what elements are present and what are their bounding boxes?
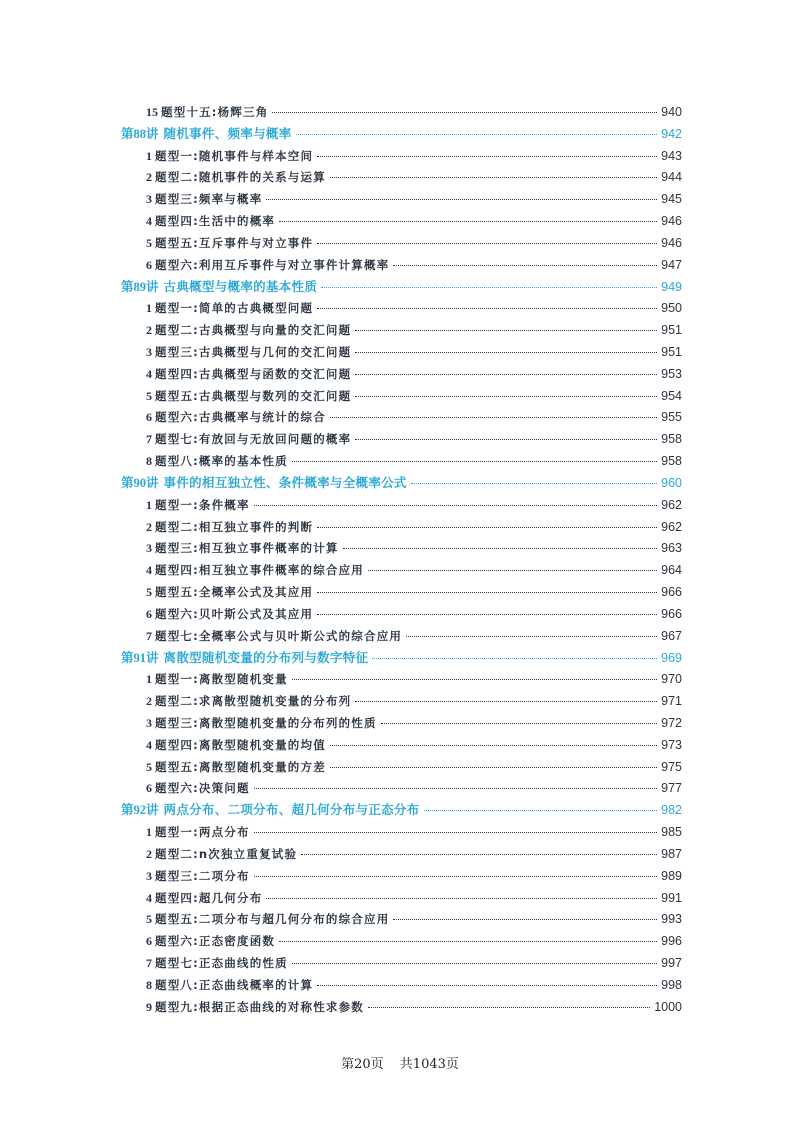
dot-leader [330, 177, 657, 178]
dot-leader [411, 483, 657, 484]
toc-chapter-row[interactable] [121, 648, 682, 668]
dot-leader [406, 636, 657, 637]
toc-item-row[interactable] [146, 298, 682, 318]
chapter-number: 第91讲 [121, 650, 159, 665]
dot-leader [317, 985, 657, 986]
item-title: 题型三:离散型随机变量的分布列的性质 [155, 715, 377, 730]
page-number: 972 [661, 715, 682, 730]
page-number: 977 [661, 781, 682, 796]
dot-leader [301, 854, 657, 855]
dot-leader [254, 505, 657, 506]
item-title: 题型一:两点分布 [155, 825, 250, 840]
item-number: 5 [146, 759, 152, 774]
item-title: 题型五:离散型随机变量的方差 [155, 759, 326, 774]
item-title: 题型五:全概率公式及其应用 [155, 585, 314, 600]
item-title: 题型二:求离散型随机变量的分布列 [155, 694, 352, 709]
item-number: 6 [146, 606, 152, 621]
item-title: 题型八:正态曲线概率的计算 [155, 977, 314, 992]
toc-item-row[interactable] [146, 757, 682, 777]
item-number: 2 [146, 170, 152, 185]
page-number: 993 [661, 912, 682, 927]
dot-leader [355, 701, 657, 702]
toc-item-row[interactable] [146, 255, 682, 275]
item-title: 题型六:利用互斥事件与对立事件计算概率 [155, 257, 390, 272]
item-title: 题型四:超几何分布 [155, 890, 263, 905]
dot-leader [368, 570, 657, 571]
item-number: 6 [146, 781, 152, 796]
page-number: 943 [661, 148, 682, 163]
page-number: 975 [661, 759, 682, 774]
page-number: 945 [661, 192, 682, 207]
page-number: 989 [661, 868, 682, 883]
item-number: 3 [146, 345, 152, 360]
toc-item-row[interactable] [146, 778, 682, 798]
item-number: 1 [146, 825, 152, 840]
item-number: 2 [146, 323, 152, 338]
toc-item-row[interactable] [146, 495, 682, 515]
page-number: 982 [661, 803, 682, 818]
item-number: 7 [146, 628, 152, 643]
dot-leader [317, 243, 657, 244]
item-number: 3 [146, 541, 152, 556]
dot-leader [343, 548, 658, 549]
item-number: 3 [146, 192, 152, 207]
toc-item-row[interactable] [146, 975, 682, 995]
dot-leader [292, 461, 657, 462]
toc-chapter-row[interactable] [121, 800, 682, 820]
item-title: 题型六:贝叶斯公式及其应用 [155, 606, 314, 621]
toc-chapter-row[interactable] [121, 124, 682, 144]
item-title: 题型一:离散型随机变量 [155, 672, 288, 687]
toc-item-row[interactable] [146, 669, 682, 689]
page-footer [0, 1053, 800, 1072]
item-title: 题型四:古典概型与函数的交汇问题 [155, 366, 352, 381]
item-title: 题型三:古典概型与几何的交汇问题 [155, 345, 352, 360]
page-number: 966 [661, 585, 682, 600]
page-number: 964 [661, 563, 682, 578]
page-number: 1000 [654, 999, 682, 1014]
item-title: 题型二:古典概型与向量的交汇问题 [155, 323, 352, 338]
item-number: 6 [146, 410, 152, 425]
toc-item-row[interactable] [146, 997, 682, 1017]
page-number: 962 [661, 519, 682, 534]
chapter-number: 第89讲 [121, 279, 159, 294]
item-title: 题型一:简单的古典概型问题 [155, 301, 314, 316]
page-number: 997 [661, 955, 682, 970]
toc-item-row[interactable] [146, 931, 682, 951]
item-title: 题型二:随机事件的关系与运算 [155, 170, 326, 185]
item-title: 题型三:二项分布 [155, 868, 250, 883]
item-number: 3 [146, 868, 152, 883]
toc-item-row[interactable] [146, 888, 682, 908]
item-number: 4 [146, 737, 152, 752]
item-number: 2 [146, 694, 152, 709]
page-number: 958 [661, 432, 682, 447]
toc-item-row[interactable] [146, 407, 682, 427]
item-number: 5 [146, 585, 152, 600]
toc-item-row[interactable] [146, 626, 682, 646]
item-title: 题型五:二项分布与超几何分布的综合应用 [155, 912, 390, 927]
toc-item-row[interactable] [146, 582, 682, 602]
toc-item-row[interactable] [146, 102, 682, 122]
current-page-label: 第20页 [341, 1057, 384, 1072]
toc-item-row[interactable] [146, 713, 682, 733]
toc-item-row[interactable] [146, 604, 682, 624]
dot-leader [355, 352, 657, 353]
toc-item-row[interactable] [146, 909, 682, 929]
dot-leader [272, 112, 657, 113]
item-title: 题型八:概率的基本性质 [155, 454, 288, 469]
dot-leader [279, 941, 657, 942]
page-number: 985 [661, 825, 682, 840]
item-number: 3 [146, 715, 152, 730]
toc-item-row[interactable] [146, 233, 682, 253]
item-title: 题型三:相互独立事件概率的计算 [155, 541, 339, 556]
page-number: 951 [661, 345, 682, 360]
item-title: 题型二:n次独立重复试验 [155, 846, 298, 861]
dot-leader [317, 592, 657, 593]
page-number: 967 [661, 628, 682, 643]
item-title: 题型七:正态曲线的性质 [155, 955, 288, 970]
item-title: 题型六:正态密度函数 [155, 934, 276, 949]
page-number: 969 [661, 650, 682, 665]
dot-leader [317, 614, 657, 615]
page-number: 966 [661, 606, 682, 621]
toc-item-row[interactable] [146, 517, 682, 537]
item-number: 8 [146, 454, 152, 469]
page-number: 962 [661, 497, 682, 512]
toc-item-row[interactable] [146, 364, 682, 384]
page-number: 940 [661, 105, 682, 119]
toc-item-row[interactable] [146, 560, 682, 580]
dot-leader [266, 199, 657, 200]
toc-chapter-row[interactable] [121, 277, 682, 297]
item-number: 6 [146, 257, 152, 272]
page-number: 946 [661, 214, 682, 229]
item-number: 4 [146, 366, 152, 381]
page-number: 971 [661, 694, 682, 709]
chapter-title: 两点分布、二项分布、超几何分布与正态分布 [163, 802, 420, 818]
dot-leader [393, 265, 657, 266]
dot-leader [372, 658, 657, 659]
dot-leader [424, 810, 658, 811]
page-number: 973 [661, 737, 682, 752]
toc-item-row[interactable] [146, 844, 682, 864]
dot-leader [355, 330, 657, 331]
chapter-title: 随机事件、频率与概率 [163, 125, 292, 141]
item-number: 2 [146, 519, 152, 534]
toc-item-row[interactable] [146, 451, 682, 471]
item-title: 题型二:相互独立事件的判断 [155, 519, 314, 534]
toc-item-row[interactable] [146, 386, 682, 406]
dot-leader [355, 396, 657, 397]
page-number: 953 [661, 366, 682, 381]
item-title: 题型五:互斥事件与对立事件 [155, 235, 314, 250]
toc-item-row[interactable] [146, 320, 682, 340]
page-number: 963 [661, 541, 682, 556]
page-number: 949 [661, 279, 682, 294]
dot-leader [292, 963, 657, 964]
page-number: 951 [661, 323, 682, 338]
item-number: 1 [146, 497, 152, 512]
page-number: 947 [661, 257, 682, 272]
item-title: 题型四:相互独立事件概率的综合应用 [155, 563, 364, 578]
toc-item-row[interactable] [146, 342, 682, 362]
page-number: 950 [661, 301, 682, 316]
dot-leader [381, 723, 657, 724]
chapter-title: 古典概型与概率的基本性质 [163, 278, 318, 294]
item-number: 7 [146, 955, 152, 970]
item-title: 题型四:离散型随机变量的均值 [155, 737, 326, 752]
page-number: 954 [661, 388, 682, 403]
item-title: 题型五:古典概型与数列的交汇问题 [155, 388, 352, 403]
page-number: 946 [661, 235, 682, 250]
item-number: 4 [146, 214, 152, 229]
dot-leader [254, 832, 657, 833]
toc-chapter-row[interactable] [121, 473, 682, 493]
item-number: 2 [146, 846, 152, 861]
item-number: 1 [146, 301, 152, 316]
toc-item-row[interactable] [146, 211, 682, 231]
page-number: 942 [661, 126, 682, 141]
item-number: 6 [146, 934, 152, 949]
item-number: 5 [146, 912, 152, 927]
chapter-number: 第88讲 [121, 126, 159, 141]
dot-leader [368, 1007, 650, 1008]
dot-leader [317, 156, 657, 157]
toc-item-row[interactable] [146, 538, 682, 558]
item-title: 题型七:全概率公式与贝叶斯公式的综合应用 [155, 628, 403, 643]
chapter-number: 第90讲 [121, 475, 159, 490]
item-title: 题型三:频率与概率 [155, 192, 263, 207]
page-number: 958 [661, 454, 682, 469]
item-number: 7 [146, 432, 152, 447]
dot-leader [254, 788, 657, 789]
item-number: 1 [146, 148, 152, 163]
toc-item-row[interactable] [146, 189, 682, 209]
item-title: 题型六:决策问题 [155, 781, 250, 796]
item-title: 题型十五:杨辉三角 [161, 105, 269, 119]
dot-leader [393, 919, 657, 920]
dot-leader [355, 439, 657, 440]
page-number: 960 [661, 475, 682, 490]
dot-leader [254, 876, 657, 877]
toc-item-row[interactable] [146, 953, 682, 973]
page-number: 970 [661, 672, 682, 687]
item-title: 题型九:根据正态曲线的对称性求参数 [155, 999, 364, 1014]
item-number: 1 [146, 672, 152, 687]
dot-leader [321, 287, 657, 288]
page-number: 998 [661, 977, 682, 992]
item-title: 题型七:有放回与无放回问题的概率 [155, 432, 352, 447]
toc-item-row[interactable] [146, 167, 682, 187]
item-number: 5 [146, 235, 152, 250]
dot-leader [330, 417, 657, 418]
toc-item-row[interactable] [146, 429, 682, 449]
toc-item-row[interactable] [146, 822, 682, 842]
item-number: 15 [146, 105, 158, 119]
toc-item-row[interactable] [146, 146, 682, 166]
item-title: 题型一:随机事件与样本空间 [155, 148, 314, 163]
toc-item-row[interactable] [146, 691, 682, 711]
dot-leader [330, 767, 657, 768]
chapter-title: 离散型随机变量的分布列与数字特征 [163, 649, 369, 665]
dot-leader [266, 898, 657, 899]
page-number: 987 [661, 846, 682, 861]
item-number: 8 [146, 977, 152, 992]
page-number: 991 [661, 890, 682, 905]
total-pages-label: 共1043页 [399, 1057, 459, 1072]
item-title: 题型一:条件概率 [155, 497, 250, 512]
dot-leader [317, 308, 657, 309]
dot-leader [330, 745, 657, 746]
chapter-number: 第92讲 [121, 803, 159, 818]
page-number: 996 [661, 934, 682, 949]
item-number: 4 [146, 563, 152, 578]
page-number: 955 [661, 410, 682, 425]
chapter-title: 事件的相互独立性、条件概率与全概率公式 [163, 474, 407, 490]
item-title: 题型六:古典概率与统计的综合 [155, 410, 326, 425]
item-number: 4 [146, 890, 152, 905]
toc-item-row[interactable] [146, 735, 682, 755]
item-title: 题型四:生活中的概率 [155, 214, 276, 229]
dot-leader [296, 134, 658, 135]
page-number: 944 [661, 170, 682, 185]
item-number: 9 [146, 999, 152, 1014]
dot-leader [292, 679, 657, 680]
dot-leader [317, 527, 657, 528]
item-number: 5 [146, 388, 152, 403]
dot-leader [279, 221, 657, 222]
dot-leader [355, 374, 657, 375]
toc-item-row[interactable] [146, 866, 682, 886]
